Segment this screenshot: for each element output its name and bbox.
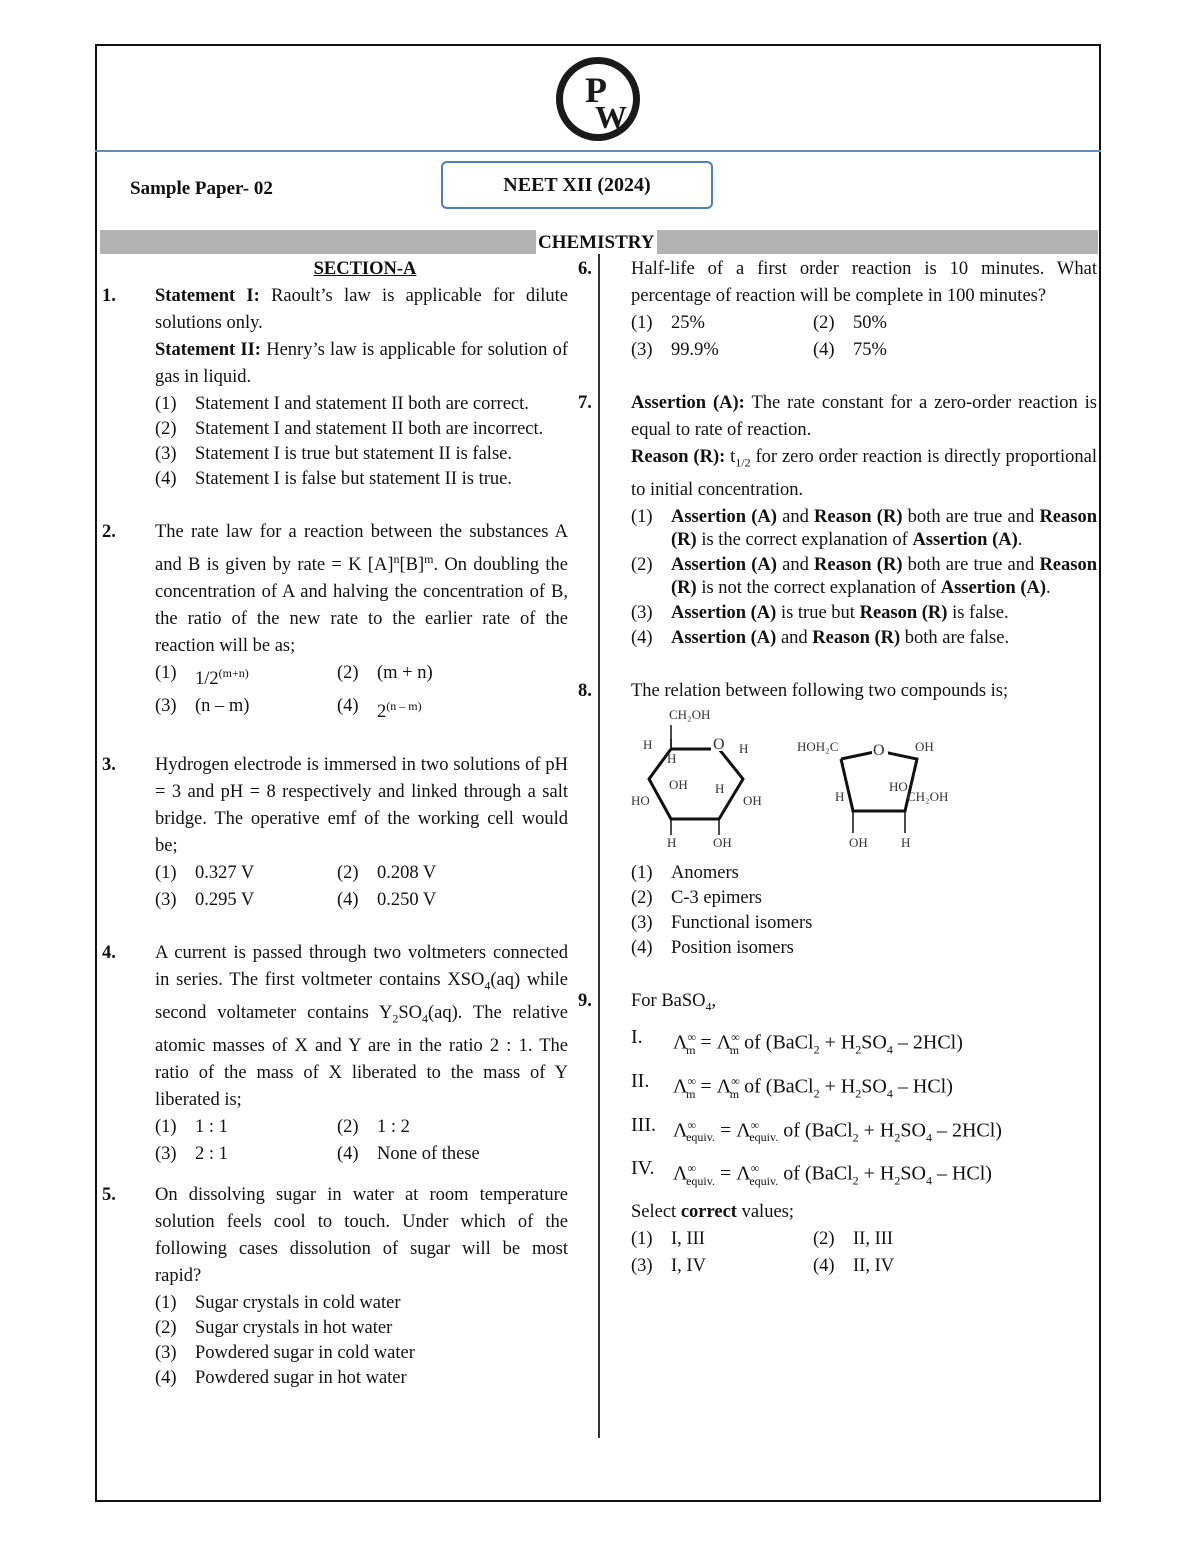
option[interactable]: (2) C-3 epimers: [631, 887, 762, 908]
question-text: The relation between following two compounds is;: [631, 680, 1009, 701]
option[interactable]: (4) None of these: [337, 1143, 480, 1164]
label: CH₂OH: [669, 706, 711, 722]
statement-2-text: Henry’s law is applicable for solution of gas in liquid.: [155, 340, 568, 387]
statement-1-label: Statement I:: [155, 286, 260, 306]
option[interactable]: (3) 99.9%: [631, 340, 719, 360]
question-text: For BaSO$_4$,: [631, 990, 717, 1014]
statement-row: IV. $\Lambda^\infty_{equiv.} = \Lambda^\infty_{equiv.}$ of (BaCl$_2$ + $H_2SO_4 - HCl$): [631, 1157, 992, 1188]
option[interactable]: (3) Powdered sugar in cold water: [155, 1342, 415, 1363]
exam-title: NEET XII (2024): [503, 173, 651, 196]
question-number: 7.: [578, 393, 592, 413]
option[interactable]: (1) 0.327 V: [155, 863, 255, 884]
sample-paper-label: Sample Paper- 02: [130, 178, 273, 199]
section-title: SECTION-A: [313, 259, 417, 279]
left-column: [102, 256, 568, 1392]
option[interactable]: (2) 50%: [813, 313, 887, 333]
option[interactable]: (2) (m + n): [337, 663, 433, 684]
option[interactable]: (2) 0.208 V: [337, 863, 437, 884]
option[interactable]: (2) Statement I and statement II both are incorrect.: [155, 419, 544, 439]
question-number: 3.: [102, 755, 116, 776]
label: H: [715, 780, 725, 796]
label: H: [667, 750, 677, 766]
statement-row: I. $\Lambda^\infty_m = \Lambda^\infty_m$ of (BaCl$_2$ + $H_2SO_4 - 2HCl$): [631, 1026, 963, 1058]
option[interactable]: (4) Assertion (A) and Reason (R) both are false.: [631, 627, 1010, 648]
option[interactable]: (1) I, III: [631, 1229, 705, 1249]
option[interactable]: (1) Sugar crystals in cold water: [155, 1292, 401, 1313]
option[interactable]: (3) Assertion (A) is true but Reason (R) is false.: [631, 602, 1009, 623]
question-1: [102, 283, 568, 493]
assertion-label: Assertion (A):: [631, 393, 745, 413]
reason-label: Reason (R):: [631, 447, 726, 467]
question-text: A current is passed through two voltmeters connected in series. The first voltmeter contains $XSO_4(aq)$ while second voltameter contains $Y_2SO_4(aq)$. The relative atomic masses of X and Y are in the ratio 2 : 1. The ratio of the mass of X liberated to the mass of Y liberated is;: [155, 943, 568, 1110]
question-5: [102, 1182, 568, 1392]
option[interactable]: (1) Statement I and statement II both are correct.: [155, 394, 529, 414]
label: H: [835, 788, 845, 804]
label: OH: [849, 834, 868, 850]
exam-title-box: [441, 161, 713, 209]
question-text: The rate law for a reaction between the substances A and B is given by rate = K $[A]^n[B]^m$. On doubling the concentration of A and halving the concentration of B, the ratio of the new rate to the earlier rate of the reaction will be as;: [155, 522, 568, 657]
option[interactable]: (1) 1 : 1: [155, 1116, 228, 1137]
pw-logo: [555, 56, 641, 142]
option[interactable]: (3) Functional isomers: [631, 912, 813, 933]
label: O: [713, 735, 725, 753]
option[interactable]: (1) $1/2^{(m+n)}$: [155, 663, 249, 690]
option[interactable]: (3) I, IV: [631, 1256, 706, 1276]
question-9: [578, 988, 1097, 1280]
label: HO: [889, 778, 908, 794]
subject-title: CHEMISTRY: [538, 232, 655, 253]
statement-row: II. $\Lambda^\infty_m = \Lambda^\infty_m$ of (BaCl$_2$ + $H_2SO_4 - HCl$): [631, 1070, 953, 1101]
sugar-structures-diagram: [631, 705, 971, 851]
option[interactable]: (4) 2$^{(n - m)}$: [337, 696, 422, 723]
reason-text: for zero order reaction is directly proportional to initial concentration.: [631, 447, 1098, 500]
option[interactable]: (3) (n – m): [155, 696, 250, 717]
question-number: 8.: [578, 680, 592, 701]
pyranose-structure: [649, 725, 743, 835]
label: OH: [743, 792, 762, 808]
question-4: [102, 940, 568, 1167]
label: HO: [631, 792, 650, 808]
option[interactable]: (4) Powdered sugar in hot water: [155, 1367, 407, 1388]
label: H: [901, 834, 911, 850]
option[interactable]: (4) II, IV: [813, 1256, 895, 1276]
assertion-text: The rate constant for a zero-order reaction is equal to rate of reaction.: [631, 393, 1097, 440]
question-7: 7. Assertion (A): The rate constant for a zero-order reaction is equal to rate of reaction. Reason (R): $t_{1/2}$ for zero order reaction is directly proportional to initial concentration. (1) Assertion (A) and Reason (R) both are true and Reason (R) is the correct explanation of Assertion (A). (2) Assertion (A) and Reason (R) both are true and Reason (R) is not the correct explanation of Assertion (A). (3) Assertion (A) is true but Reason (R) is false. (4) Assertion (A) and Reason (R) both are false.: [578, 390, 1097, 652]
option[interactable]: (4) 0.250 V: [337, 890, 437, 911]
statement-2-label: Statement II:: [155, 340, 261, 360]
option[interactable]: (3) 0.295 V: [155, 890, 255, 911]
question-number: 1.: [102, 286, 116, 306]
label: CH₂OH: [907, 788, 949, 804]
option[interactable]: (2) II, III: [813, 1229, 894, 1249]
question-2: [102, 519, 568, 726]
option[interactable]: (3) Statement I is true but statement II is false.: [155, 444, 512, 464]
question-number: 6.: [578, 259, 592, 279]
option[interactable]: (2) 1 : 2: [337, 1116, 410, 1137]
option[interactable]: (2) Assertion (A) and Reason (R) both are true and Reason (R) is not the correct explanation of Assertion (A).: [631, 554, 1097, 598]
question-3: [102, 752, 568, 914]
select-instruction: Select correct values;: [631, 1202, 794, 1222]
statement-row: III. $\Lambda^\infty_{equiv.} = \Lambda^\infty_{equiv.}$ of (BaCl$_2$ + $H_2SO_4 - 2HCl$): [631, 1113, 1002, 1145]
label: H: [667, 834, 677, 850]
question-8: [578, 678, 1097, 962]
option[interactable]: (4) Position isomers: [631, 937, 794, 958]
question-number: 4.: [102, 943, 116, 964]
label: OH: [669, 776, 688, 792]
right-column: [578, 256, 1098, 1280]
option[interactable]: (4) 75%: [813, 340, 887, 360]
question-6: [578, 256, 1097, 364]
question-number: 5.: [102, 1184, 116, 1205]
option[interactable]: (1) Anomers: [631, 862, 739, 883]
option[interactable]: (1) 25%: [631, 313, 705, 333]
svg-text:P: P: [585, 70, 607, 110]
question-number: 2.: [102, 522, 116, 542]
question-number: 9.: [578, 990, 592, 1011]
statement-1-text: Raoult’s law is applicable for dilute solutions only.: [155, 286, 568, 333]
option[interactable]: (2) Sugar crystals in hot water: [155, 1317, 393, 1338]
option[interactable]: (1) Assertion (A) and Reason (R) both are true and Reason (R) is the correct explanation of Assertion (A).: [631, 506, 1097, 550]
svg-text:W: W: [595, 99, 627, 135]
label: OH: [915, 738, 934, 754]
header-divider: [95, 150, 1101, 152]
label: HOH₂C: [797, 738, 839, 754]
label: H: [643, 736, 653, 752]
question-text: On dissolving sugar in water at room temperature solution feels cool to touch. Under which of the following cases dissolution of sugar will be most rapid?: [155, 1184, 568, 1286]
label: O: [873, 741, 885, 759]
option[interactable]: (4) Statement I is false but statement II is true.: [155, 469, 512, 489]
question-text: Half-life of a first order reaction is 10 minutes. What percentage of reaction will be complete in 100 minutes?: [631, 259, 1097, 306]
option[interactable]: (3) 2 : 1: [155, 1143, 228, 1164]
label: OH: [713, 834, 732, 850]
label: H: [739, 740, 749, 756]
question-text: Hydrogen electrode is immersed in two solutions of pH = 3 and pH = 8 respectively and linked through a salt bridge. The operative emf of the working cell would be;: [155, 755, 568, 857]
